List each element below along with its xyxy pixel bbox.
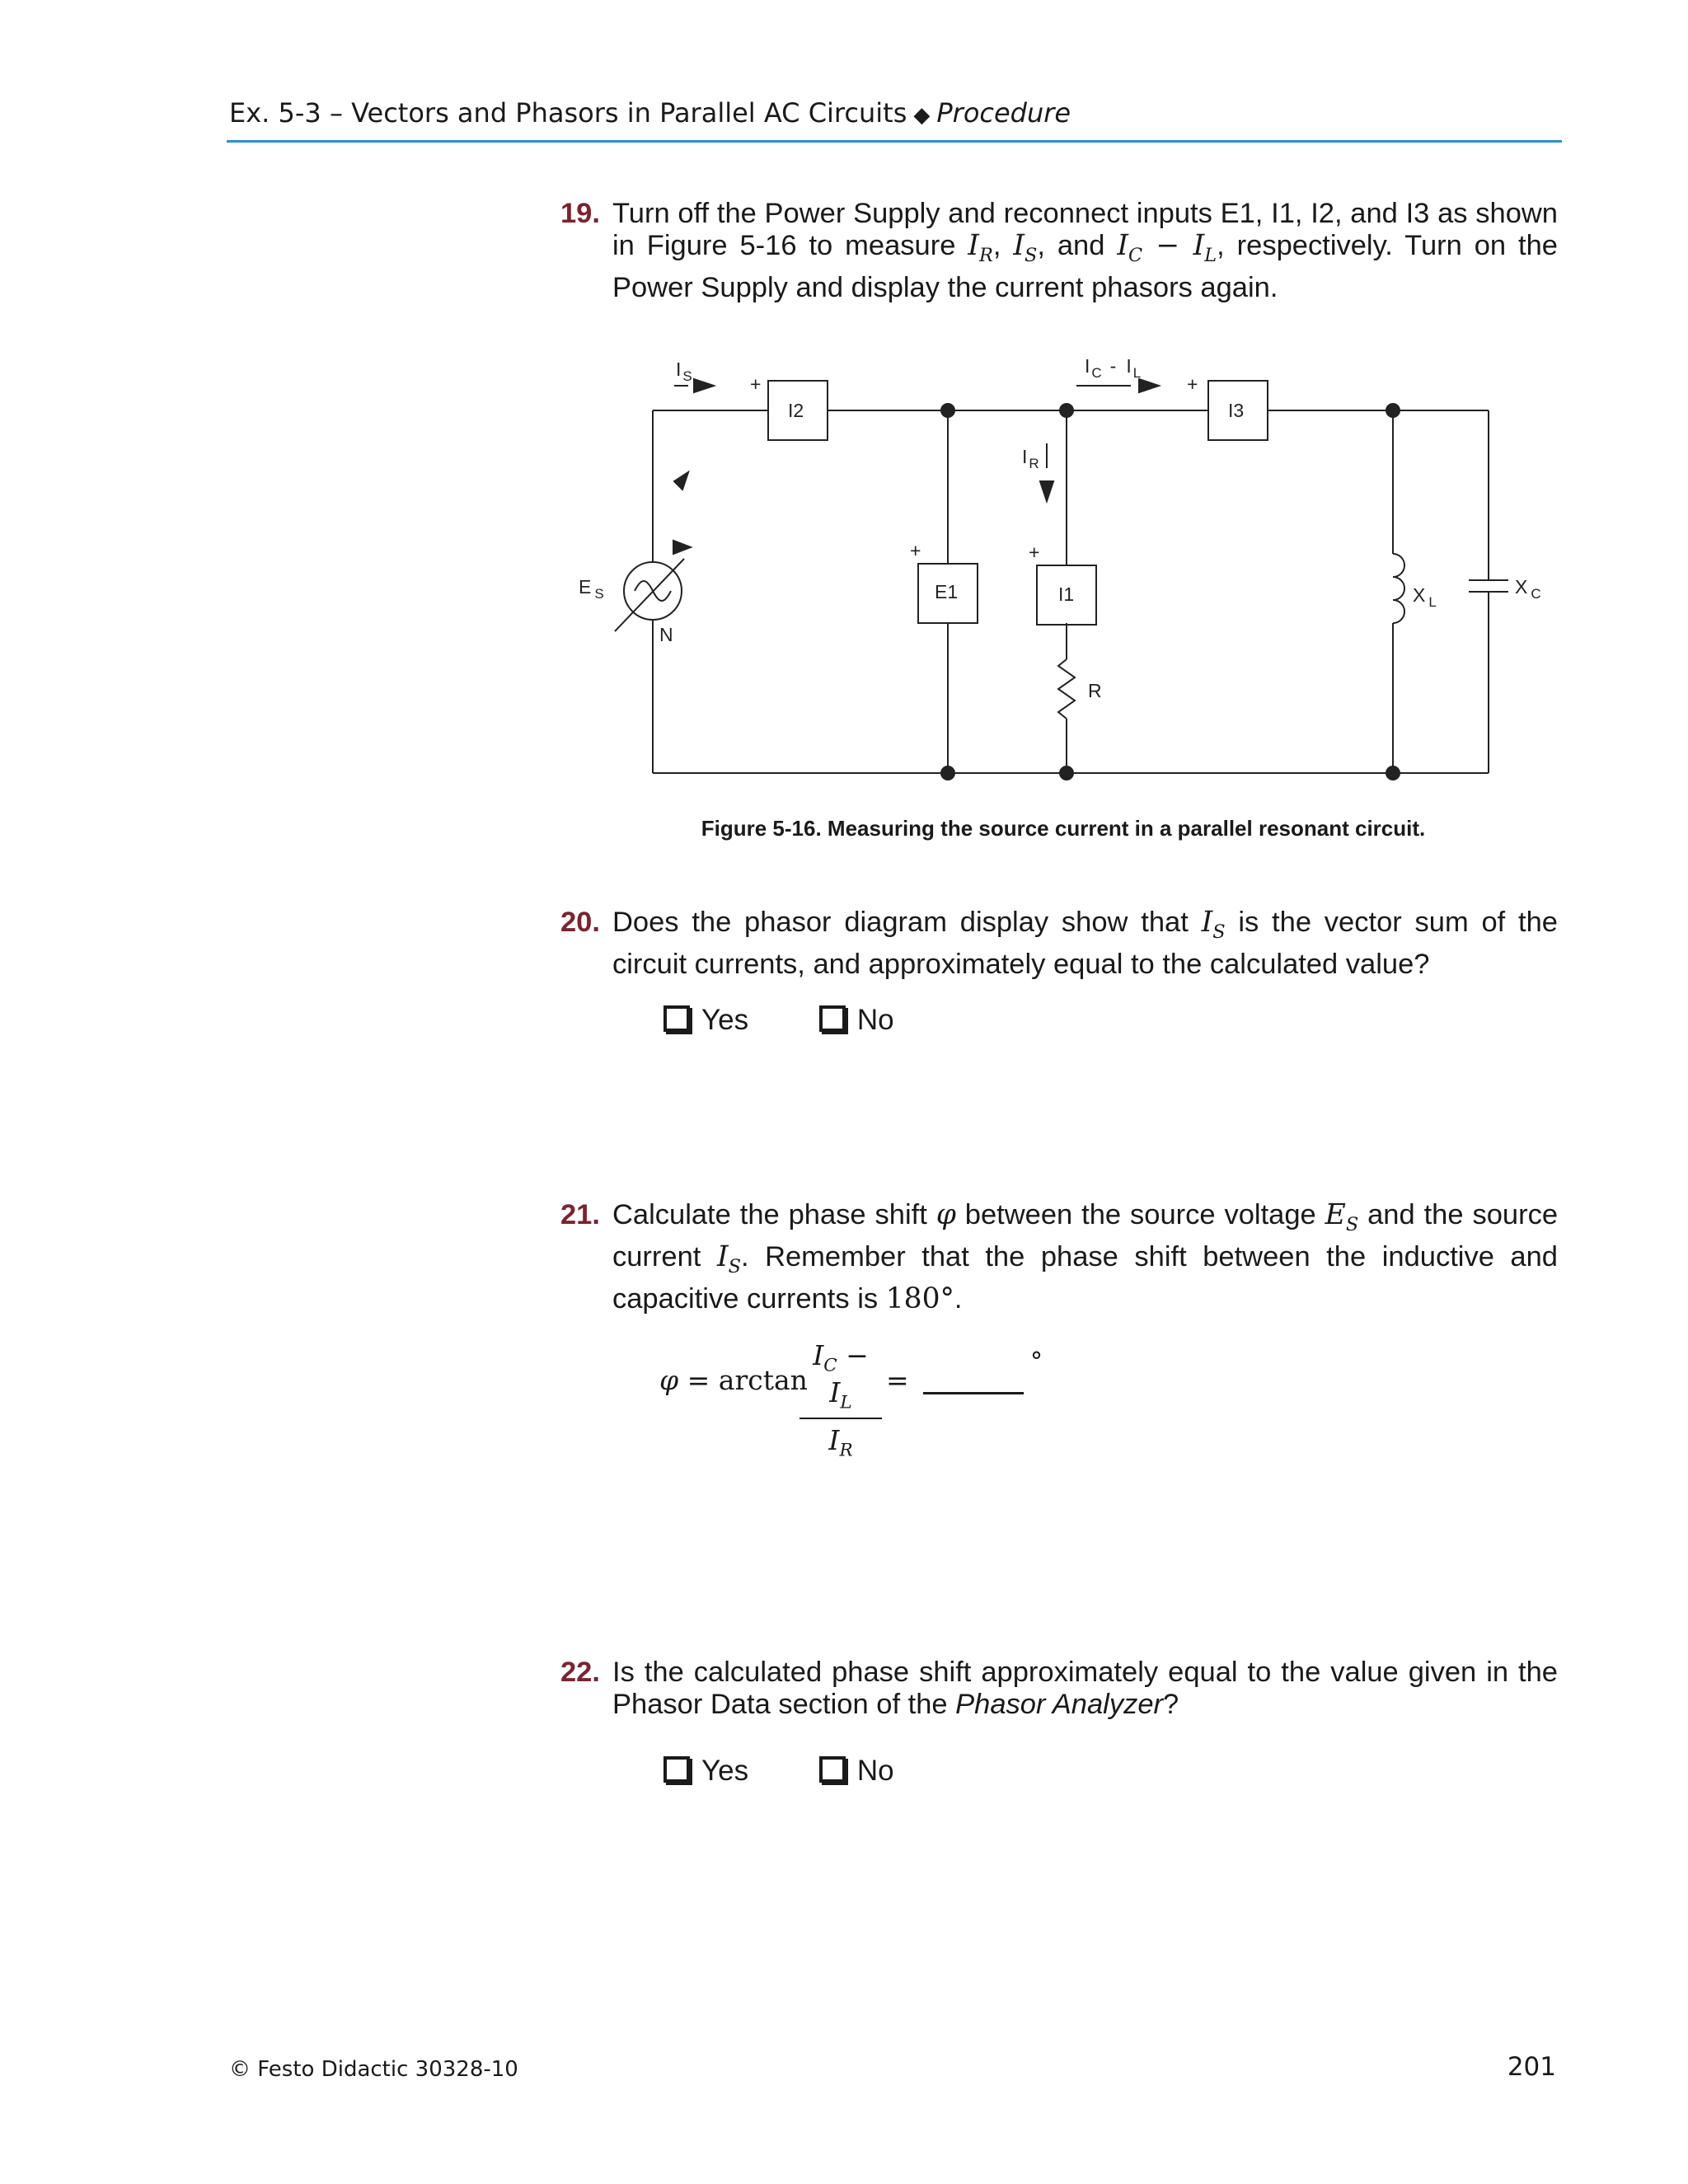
degree-symbol: ° (1030, 1347, 1043, 1376)
copyright-footer: © Festo Didactic 30328-10 (229, 2057, 518, 2082)
header-rule (227, 140, 1562, 143)
label-xc: X $_C$ (1515, 576, 1541, 602)
math-phi: φ (935, 1198, 956, 1231)
label-i3: I3 (1228, 400, 1245, 421)
math-ic-minus-il: $I_C - I_L$ (1117, 229, 1217, 266)
variable-arrow-icon (674, 472, 688, 490)
plus-i3: + (1187, 373, 1198, 395)
math-180-degrees: 180° (885, 1282, 954, 1315)
phasor-analyzer-name: Phasor Analyzer (955, 1689, 1163, 1720)
step-22 (560, 1657, 1558, 1721)
circuit-diagram (560, 346, 1566, 791)
page-number: 201 (1507, 2052, 1556, 2082)
label-i1: I1 (1058, 583, 1075, 605)
arrow-tip-icon (673, 541, 691, 554)
plus-i1: + (1029, 541, 1040, 563)
step-number: 21. (560, 1199, 600, 1230)
step-text: Calculate the phase shift φ between the source voltage $E_S$ and the source current $I_S$. Remember that the phase shift between the inductive and capacitive currents is 180°. (612, 1198, 1559, 1315)
step-21 (560, 1199, 1558, 1315)
label-ir: I $_R$ (1022, 446, 1039, 471)
plus-i2: + (750, 373, 762, 395)
label-xl: X $_L$ (1413, 584, 1437, 610)
label-r: R (1088, 680, 1102, 701)
running-header (229, 97, 1560, 129)
figure-caption: Figure 5-16. Measuring the source current in a parallel resonant circuit. (701, 816, 1426, 841)
formula-equals: = (886, 1364, 909, 1396)
checkbox-icon[interactable] (819, 1005, 846, 1032)
option-yes[interactable]: Yes (663, 1755, 748, 1788)
label-is: I $_S$ (676, 359, 692, 384)
step-19 (560, 198, 1558, 304)
math-es: $E_S$ (1325, 1198, 1359, 1235)
step-number: 19. (560, 198, 600, 229)
checkbox-icon[interactable] (663, 1756, 690, 1783)
option-no[interactable]: No (819, 1004, 894, 1037)
answer-options-20 (663, 1004, 894, 1037)
label-i2: I2 (788, 400, 804, 421)
diamond-separator-icon: ◆ (913, 103, 931, 128)
step-20 (560, 907, 1558, 981)
formula-lhs: φ = arctan (659, 1364, 808, 1396)
step-text: Is the calculated phase shift approximately equal to the value given in the Phasor Data section of the Phasor Analyzer? (612, 1657, 1558, 1720)
phase-shift-formula (659, 1339, 1154, 1461)
option-no[interactable]: No (819, 1755, 894, 1788)
option-yes[interactable]: Yes (663, 1004, 748, 1037)
answer-options-22 (663, 1755, 894, 1788)
label-ic-il: I $_C$ - I $_L$ (1085, 355, 1142, 381)
header-section: Procedure (936, 97, 1071, 129)
header-title: Ex. 5-3 – Vectors and Phasors in Parallel AC Circuits (229, 97, 907, 129)
label-es: E $_S$ (579, 576, 604, 602)
label-e1: E1 (935, 581, 959, 602)
step-number: 20. (560, 907, 600, 938)
step-text: Turn off the Power Supply and reconnect inputs E1, I1, I2, and I3 as shown in Figure 5-16 to measure $I_R$, $I_S$, and $I_C - I_L$, respectively. Turn on the Power Supply and display the current phasors again. (612, 198, 1558, 303)
formula-fraction: $I_C - I_L$ $I_R$ (799, 1339, 882, 1461)
step-text: Does the phasor diagram display show that $I_S$ is the vector sum of the circuit currents, and approximately equal to the calculated value? (612, 906, 1558, 980)
step-number: 22. (560, 1657, 600, 1688)
math-is: $I_S$ (1201, 906, 1226, 943)
math-is: $I_S$ (716, 1240, 741, 1277)
math-ir: $I_R$ (968, 229, 993, 266)
checkbox-icon[interactable] (819, 1756, 846, 1783)
math-is: $I_S$ (1013, 229, 1038, 266)
answer-blank[interactable] (923, 1392, 1024, 1394)
label-n: N (659, 624, 673, 645)
checkbox-icon[interactable] (663, 1005, 690, 1032)
plus-e1: + (910, 540, 921, 561)
